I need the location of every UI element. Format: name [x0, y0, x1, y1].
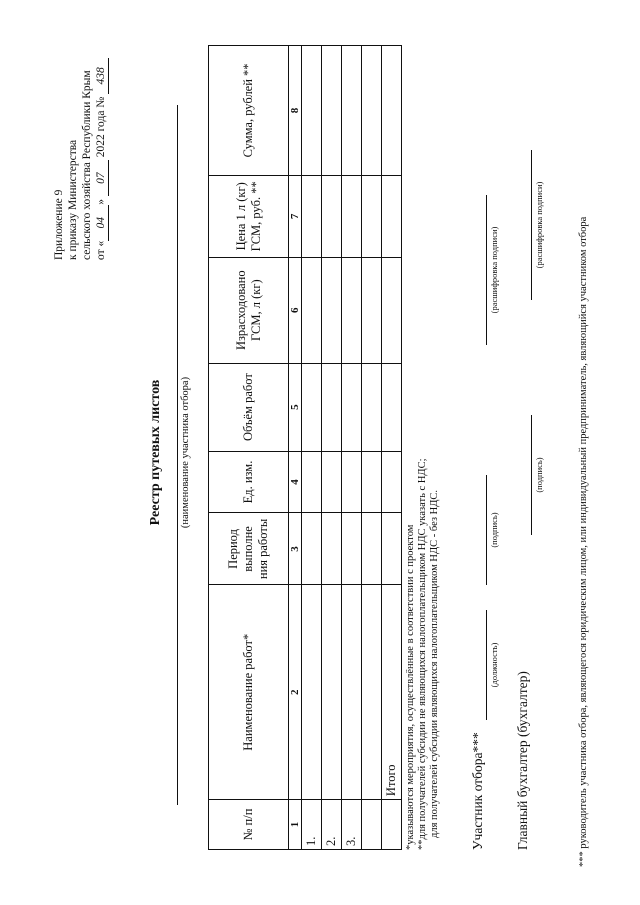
header-cell-unit: Ед. изм. [209, 451, 289, 513]
appendix-line-2: к приказу Министерства [67, 139, 79, 260]
table-cell [382, 513, 402, 585]
column-number: 5 [289, 363, 302, 451]
accountant-signature-label: Главный бухгалтер (бухгалтер) [515, 671, 530, 850]
table-header-row [209, 46, 289, 850]
note-vat-2: для получателей субсидии являющихся налогоплательщиком НДС - без НДС. [429, 489, 440, 838]
table-cell [322, 513, 342, 585]
order-number: 438 [94, 58, 109, 94]
order-date-month: 07 [94, 160, 109, 196]
table-cell [322, 363, 342, 451]
column-number: 6 [289, 257, 302, 363]
accountant-signature-caption: (подпись) [534, 457, 544, 493]
participant-position-line [486, 610, 487, 720]
table-cell [362, 585, 382, 800]
table-cell [342, 585, 362, 800]
participant-decoding-line [486, 195, 487, 345]
column-number: 3 [289, 513, 302, 585]
table-cell [342, 363, 362, 451]
header-cell-number: № п/п [209, 800, 289, 850]
column-number: 8 [289, 46, 302, 176]
table-cell [362, 800, 382, 850]
header-cell-volume: Объём работ [209, 363, 289, 451]
header-cell-period: Период выполне ния работы [209, 513, 289, 585]
appendix-line-3: сельского хозяйства Республики Крым [81, 70, 93, 260]
table-row [342, 46, 362, 850]
table-cell [382, 257, 402, 363]
order-date-day: 04 [94, 205, 109, 241]
order-date-mid: » [95, 199, 107, 205]
table-cell [382, 451, 402, 513]
row-number: 2. [322, 800, 342, 850]
row-number: 1. [302, 800, 322, 850]
table-cell [382, 363, 402, 451]
document-title: Реестр путевых листов [148, 379, 163, 526]
table-cell [362, 513, 382, 585]
table-cell [342, 451, 362, 513]
table-cell [362, 451, 382, 513]
appendix-block [52, 10, 109, 260]
column-number: 2 [289, 585, 302, 800]
accountant-decoding-caption: (расшифровка подписи) [534, 181, 544, 269]
table-cell [322, 175, 342, 257]
appendix-line-4 [94, 10, 109, 260]
note-vat-1: **для получателей субсидии не являющихся налогоплательщиком НДС указать с НДС; [417, 458, 428, 850]
table-row [362, 46, 382, 850]
participant-signature-label: Участник отбора*** [470, 732, 485, 850]
participant-signature-line [486, 475, 487, 585]
participant-name-caption: (наименование участника отбора) [180, 376, 191, 529]
appendix-line-1: Приложение 9 [53, 189, 65, 260]
table-cell [342, 257, 362, 363]
participant-signature-caption: (подпись) [489, 512, 499, 548]
table-cell [362, 257, 382, 363]
table-cell [342, 46, 362, 176]
order-date-prefix: от « [95, 240, 107, 260]
note-works: *указываются мероприятия, осуществлённые в соответствии с проектом [405, 524, 416, 850]
header-cell-fuel-used: Израсходовано ГСМ, л (кг) [209, 257, 289, 363]
table-row-total [382, 46, 402, 850]
table-cell [382, 46, 402, 176]
table-cell [342, 175, 362, 257]
total-label: Итого [382, 585, 402, 800]
column-number: 7 [289, 175, 302, 257]
table-cell [362, 175, 382, 257]
participant-name-line [177, 105, 178, 805]
table-cell [302, 585, 322, 800]
table-cell [382, 175, 402, 257]
table-cell [302, 363, 322, 451]
table-cell [322, 257, 342, 363]
header-cell-work-name: Наименование работ* [209, 585, 289, 800]
table-cell [362, 363, 382, 451]
table-notes [405, 458, 441, 850]
accountant-decoding-line [531, 150, 532, 300]
table-cell [322, 46, 342, 176]
table-cell [322, 585, 342, 800]
waybill-registry-table [208, 45, 402, 850]
row-number: 3. [342, 800, 362, 850]
participant-decoding-caption: (расшифровка подписи) [489, 226, 499, 314]
table-row [302, 46, 322, 850]
column-number: 4 [289, 451, 302, 513]
table-cell [322, 451, 342, 513]
order-date-year: 2022 года № [95, 96, 107, 158]
footnote-participant: *** руководитель участника отбора, являющегося юридическим лицом, или индивидуальный предприниматель, являющийся участником отбора [578, 216, 589, 867]
table-row [322, 46, 342, 850]
table-cell [342, 513, 362, 585]
accountant-signature-line [531, 415, 532, 535]
column-number: 1 [289, 800, 302, 850]
table-cell [362, 46, 382, 176]
table-cell [302, 46, 322, 176]
table-cell [302, 175, 322, 257]
table-cell [302, 257, 322, 363]
header-cell-fuel-price: Цена 1 л (кг) ГСМ, руб. ** [209, 175, 289, 257]
participant-position-caption: (должность) [489, 642, 499, 688]
table-cell [382, 800, 402, 850]
table-cell [302, 451, 322, 513]
table-cell [302, 513, 322, 585]
header-cell-sum: Сумма, рублей ** [209, 46, 289, 176]
column-number-row [289, 46, 302, 850]
